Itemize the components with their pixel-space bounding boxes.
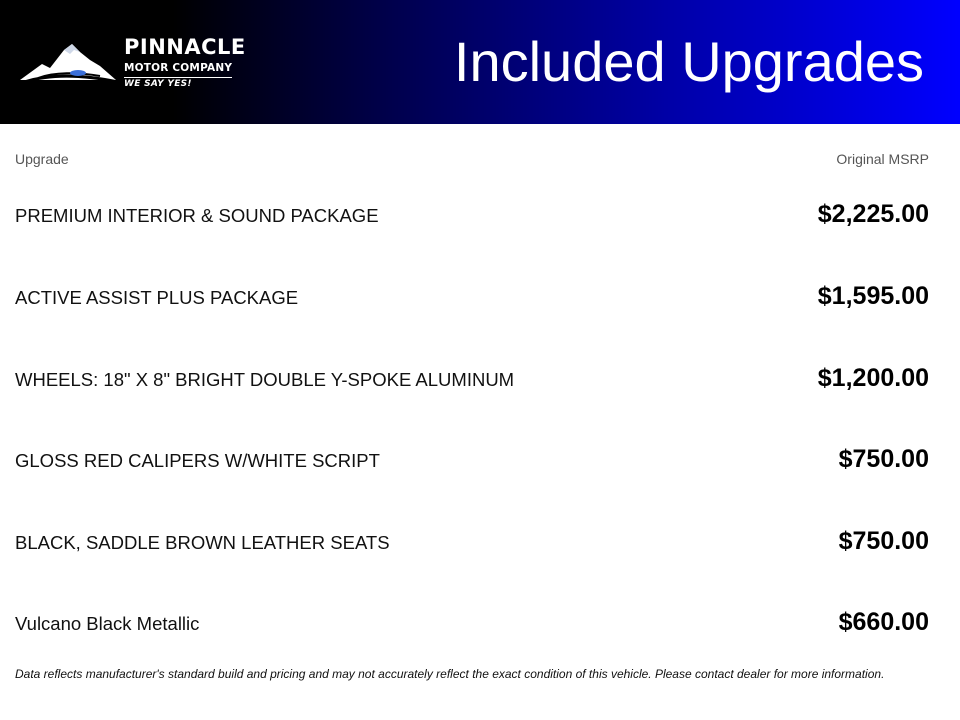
upgrade-name: ACTIVE ASSIST PLUS PACKAGE (15, 287, 299, 308)
upgrade-name: BLACK, SADDLE BROWN LEATHER SEATS (15, 532, 390, 553)
upgrade-price: $1,200.00 (817, 364, 929, 392)
brand-name: PINNACLE (124, 35, 246, 59)
upgrade-name: GLOSS RED CALIPERS W/WHITE SCRIPT (15, 450, 380, 471)
upgrade-price: $750.00 (838, 445, 929, 473)
upgrade-name: WHEELS: 18" X 8" BRIGHT DOUBLE Y-SPOKE ALUMINUM (15, 369, 515, 390)
brand-tagline: WE SAY YES! (124, 79, 192, 89)
brand-subtitle: MOTOR COMPANY (124, 62, 232, 78)
logo-text (124, 36, 246, 91)
page-title: Included Upgrades (453, 30, 924, 93)
upgrade-row (0, 195, 960, 235)
upgrade-row (0, 603, 960, 643)
msrp-column-header: Original MSRP (836, 151, 929, 167)
disclaimer-footnote: Data reflects manufacturer's standard build and pricing and may not accurately reflect the exact condition of this vehicle. Please contact dealer for more information. (15, 667, 885, 681)
upgrade-row (0, 440, 960, 480)
upgrade-price: $2,225.00 (817, 200, 929, 228)
upgrade-price: $750.00 (838, 527, 929, 555)
upgrade-name: PREMIUM INTERIOR & SOUND PACKAGE (15, 205, 379, 226)
upgrade-price: $1,595.00 (817, 282, 929, 310)
upgrade-price: $660.00 (838, 608, 929, 636)
upgrade-name: Vulcano Black Metallic (15, 613, 200, 634)
header-banner (0, 0, 960, 124)
upgrade-row (0, 522, 960, 562)
upgrade-column-header: Upgrade (15, 151, 69, 167)
upgrade-row (0, 277, 960, 317)
upgrade-row (0, 359, 960, 399)
dealer-logo (20, 36, 260, 92)
mountain-logo-icon (20, 40, 120, 84)
